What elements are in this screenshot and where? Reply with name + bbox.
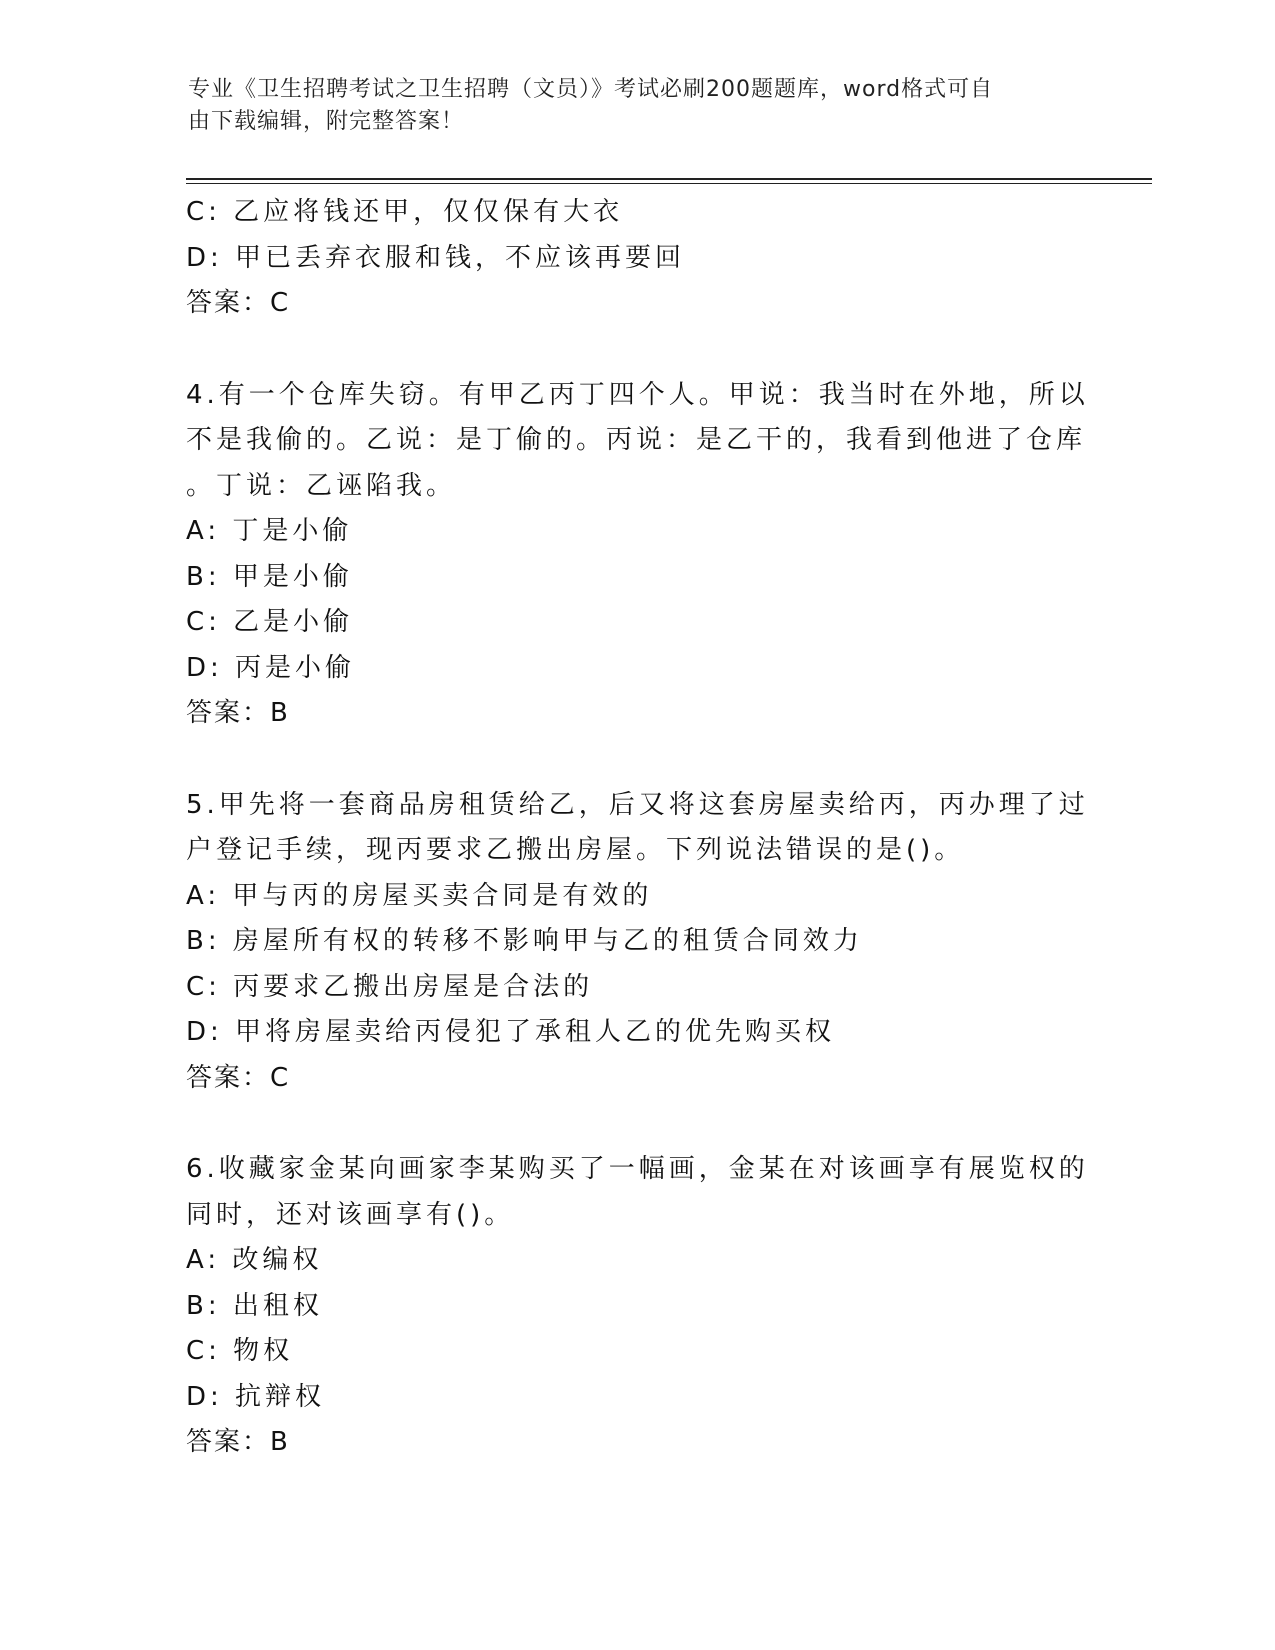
spacer	[186, 1101, 1066, 1147]
header-line-1: 专业《卫生招聘考试之卫生招聘（文员）》考试必刷200题题库，word格式可自	[188, 77, 994, 102]
spacer	[186, 327, 1066, 373]
question-stem-line: 。丁说：乙诬陷我。	[186, 470, 457, 501]
option-c: C: 乙应将钱还甲，仅仅保有大衣	[186, 197, 624, 227]
question-stem-line: 6.收藏家金某向画家李某购买了一幅画，金某在对该画享有展览权的	[186, 1154, 1089, 1184]
option-b: B: 房屋所有权的转移不影响甲与乙的租赁合同效力	[186, 926, 863, 956]
question-stem-line: 不是我偷的。乙说：是丁偷的。丙说：是乙干的，我看到他进了仓库	[186, 425, 1087, 455]
option-c: C: 物权	[186, 1336, 294, 1366]
document-header	[188, 74, 1068, 138]
document-body	[186, 190, 1089, 1466]
question-stem-line: 5.甲先将一套商品房租赁给乙，后又将这套房屋卖给丙，丙办理了过	[186, 789, 1089, 820]
option-a: A: 改编权	[186, 1245, 323, 1275]
question-stem-line: 户登记手续，现丙要求乙搬出房屋。下列说法错误的是()。	[186, 835, 965, 865]
option-d: D: 丙是小偷	[186, 652, 356, 683]
answer: 答案：B	[186, 1427, 290, 1457]
option-a: A: 甲与丙的房屋买卖合同是有效的	[186, 880, 653, 911]
header-line-2: 由下载编辑，附完整答案！	[188, 109, 465, 134]
question-stem-line: 同时，还对该画享有()。	[186, 1199, 515, 1230]
option-b: B: 甲是小偷	[186, 561, 353, 592]
question-6	[186, 1147, 1089, 1466]
header-divider-thin	[186, 183, 1152, 184]
option-c: C: 丙要求乙搬出房屋是合法的	[186, 971, 594, 1002]
option-d: D: 甲已丢弃衣服和钱，不应该再要回	[186, 242, 686, 273]
answer: 答案：C	[186, 1062, 291, 1093]
option-c: C: 乙是小偷	[186, 607, 354, 637]
question-stem-line: 4.有一个仓库失窃。有甲乙丙丁四个人。甲说：我当时在外地，所以	[186, 379, 1089, 410]
question-4	[186, 373, 1089, 737]
option-d: D: 甲将房屋卖给丙侵犯了承租人乙的优先购买权	[186, 1017, 836, 1047]
option-d: D: 抗辩权	[186, 1381, 326, 1412]
answer: 答案：C	[186, 288, 291, 318]
header-divider-thick	[186, 178, 1152, 180]
option-a: A: 丁是小偷	[186, 516, 353, 546]
option-b: B: 出租权	[186, 1290, 323, 1321]
question-3-tail	[186, 190, 1066, 327]
question-5	[186, 783, 1089, 1102]
answer: 答案：B	[186, 698, 290, 728]
spacer	[186, 737, 1066, 783]
